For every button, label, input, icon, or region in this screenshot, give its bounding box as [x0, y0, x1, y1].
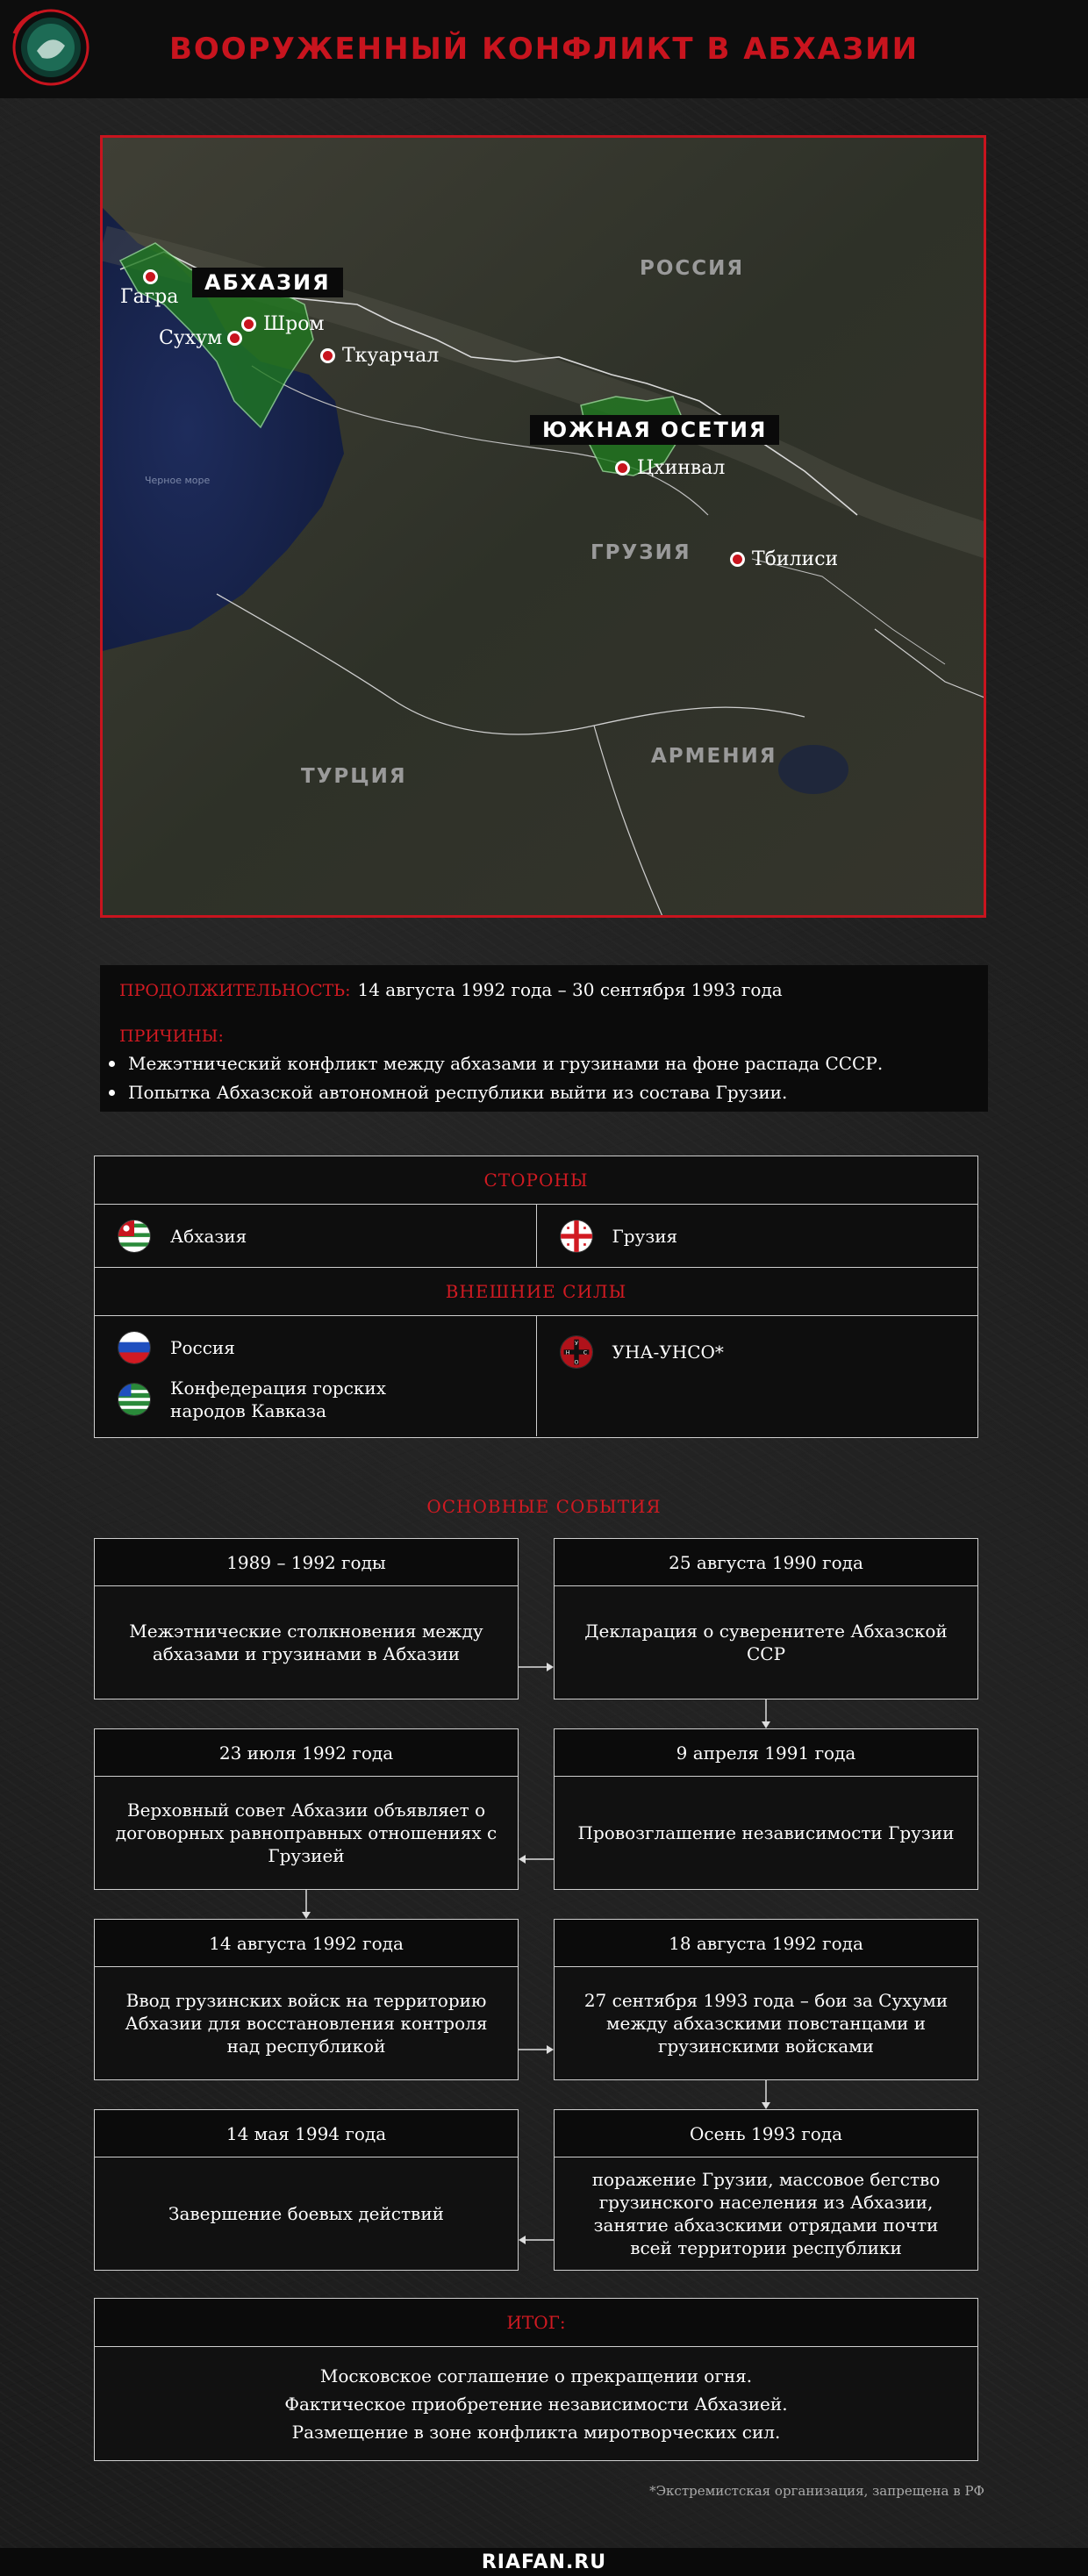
una-unso-emblem-icon: [560, 1335, 593, 1369]
result-line: Размещение в зоне конфликта миротворческих сил.: [291, 2421, 781, 2443]
external-title: ВНЕШНИЕ СИЛЫ: [95, 1268, 977, 1316]
duration-row: [119, 979, 969, 1000]
unso-letter-u: У: [574, 1340, 578, 1347]
event-card: [554, 1919, 978, 2080]
city-label: Сухум: [159, 327, 223, 349]
side-label: Грузия: [612, 1225, 678, 1247]
side-label: Абхазия: [170, 1225, 247, 1247]
duration-value: 14 августа 1992 года – 30 сентября 1993 года: [357, 979, 783, 1000]
abkhazia-flag-icon: [118, 1220, 151, 1253]
event-card: [94, 1538, 519, 1699]
side-abkhazia: [95, 1205, 536, 1267]
russia-flag-icon: [118, 1331, 151, 1364]
city-tbilisi: [730, 548, 838, 570]
country-label-turkey: ТУРЦИЯ: [301, 765, 407, 788]
event-date: 1989 – 1992 годы: [95, 1539, 518, 1586]
event-card: [554, 1728, 978, 1890]
arrow-right-icon: [519, 2043, 554, 2056]
city-label: Цхинвал: [637, 457, 726, 479]
arrow-left-icon: [519, 2234, 554, 2246]
result-panel: [94, 2298, 978, 2461]
country-label-armenia: АРМЕНИЯ: [651, 745, 777, 768]
unso-letter-n: Н: [565, 1349, 569, 1356]
city-label: Шром: [263, 313, 325, 335]
city-marker-icon: [320, 348, 335, 363]
event-card: [94, 1728, 519, 1890]
city-sukhum: [159, 327, 242, 349]
city-label: Ткуарчал: [342, 345, 440, 367]
events-title: ОСНОВНЫЕ СОБЫТИЯ: [426, 1496, 662, 1517]
event-text: поражение Грузии, массовое бегство грузинского населения из Абхазии, занятие абхазскими отрядами почти всей территории республики: [555, 2157, 977, 2270]
georgia-flag-icon: [560, 1220, 593, 1253]
city-gagra: [120, 269, 178, 308]
header: [0, 0, 1088, 98]
external-right: [536, 1316, 978, 1436]
event-card: [94, 1919, 519, 2080]
sides-table: [94, 1156, 978, 1438]
region-label-south-ossetia: ЮЖНАЯ ОСЕТИЯ: [530, 415, 779, 445]
event-date: 18 августа 1992 года: [555, 1920, 977, 1967]
map-terrain: [103, 138, 986, 918]
sides-row: [95, 1205, 977, 1268]
event-date: Осень 1993 года: [555, 2110, 977, 2157]
kavkaz-confederation-flag-icon: [118, 1383, 151, 1416]
result-title: ИТОГ:: [95, 2299, 977, 2347]
event-text: Декларация о суверенитете Абхазской ССР: [555, 1586, 977, 1699]
event-text: Провозглашение независимости Грузии: [555, 1777, 977, 1889]
external-label: Россия: [170, 1336, 235, 1358]
arrow-down-icon: [760, 1699, 772, 1728]
city-shrom: [241, 313, 325, 335]
arrow-down-icon: [300, 1890, 312, 1919]
event-card: [554, 1538, 978, 1699]
event-card: [94, 2109, 519, 2271]
event-text: Ввод грузинских войск на территорию Абхазии для восстановления контроля над республикой: [95, 1967, 518, 2079]
unso-letter-s: С: [583, 1349, 587, 1356]
result-line: Фактическое приобретение независимости Абхазией.: [284, 2393, 788, 2415]
event-date: 14 августа 1992 года: [95, 1920, 518, 1967]
event-text: Завершение боевых действий: [95, 2157, 518, 2270]
region-label-abkhazia: АБХАЗИЯ: [192, 268, 343, 297]
event-date: 25 августа 1990 года: [555, 1539, 977, 1586]
event-date: 23 июля 1992 года: [95, 1729, 518, 1777]
city-tkuarchal: [320, 345, 439, 367]
city-marker-icon: [730, 552, 745, 567]
external-label: Конфедерация горских народов Кавказа: [170, 1377, 387, 1421]
country-label-russia: РОССИЯ: [640, 257, 745, 280]
external-left: [95, 1316, 536, 1436]
sea-label: Черное море: [145, 475, 211, 486]
cause-item: Межэтнический конфликт между абхазами и грузинами на фоне распада СССР.: [109, 1049, 969, 1078]
arrow-left-icon: [519, 1853, 554, 1865]
event-text: Верховный совет Абхазии объявляет о договорных равноправных отношениях с Грузией: [95, 1777, 518, 1889]
unso-letter-o: О: [574, 1359, 578, 1366]
side-georgia: [536, 1205, 978, 1267]
riafan-logo: [11, 7, 91, 88]
cause-item: Попытка Абхазской автономной республики выйти из состава Грузии.: [109, 1078, 969, 1107]
footer-brand: RIAFAN.RU: [0, 2548, 1088, 2576]
arrow-right-icon: [519, 1661, 554, 1673]
event-text: Межэтнические столкновения между абхазами и грузинами в Абхазии: [95, 1586, 518, 1699]
footnote: *Экстремистская организация, запрещена в РФ: [649, 2483, 984, 2499]
city-label: Гагра: [120, 286, 179, 308]
event-text: 27 сентября 1993 года – бои за Сухуми между абхазскими повстанцами и грузинскими войсками: [555, 1967, 977, 2079]
country-label-georgia: ГРУЗИЯ: [591, 541, 691, 564]
event-date: 14 мая 1994 года: [95, 2110, 518, 2157]
external-label: УНА-УНСО*: [612, 1342, 724, 1363]
event-date: 9 апреля 1991 года: [555, 1729, 977, 1777]
info-panel: [100, 965, 988, 1112]
city-marker-icon: [143, 269, 158, 284]
city-marker-icon: [241, 317, 256, 332]
arrow-down-icon: [760, 2080, 772, 2109]
causes-label: ПРИЧИНЫ:: [119, 1027, 224, 1046]
city-marker-icon: [227, 331, 242, 346]
sides-title: СТОРОНЫ: [95, 1156, 977, 1205]
result-line: Московское соглашение о прекращении огня.: [319, 2365, 753, 2386]
city-label: Тбилиси: [752, 548, 839, 570]
causes-list: [119, 1049, 969, 1107]
event-card: [554, 2109, 978, 2271]
city-tskhinval: [615, 457, 725, 479]
duration-label: ПРОДОЛЖИТЕЛЬНОСТЬ:: [119, 981, 351, 1000]
external-row: [95, 1316, 977, 1436]
result-body: [95, 2347, 977, 2460]
city-marker-icon: [615, 461, 630, 476]
page-title: ВООРУЖЕННЫЙ КОНФЛИКТ В АБХАЗИИ: [168, 32, 920, 67]
map: [100, 135, 986, 918]
